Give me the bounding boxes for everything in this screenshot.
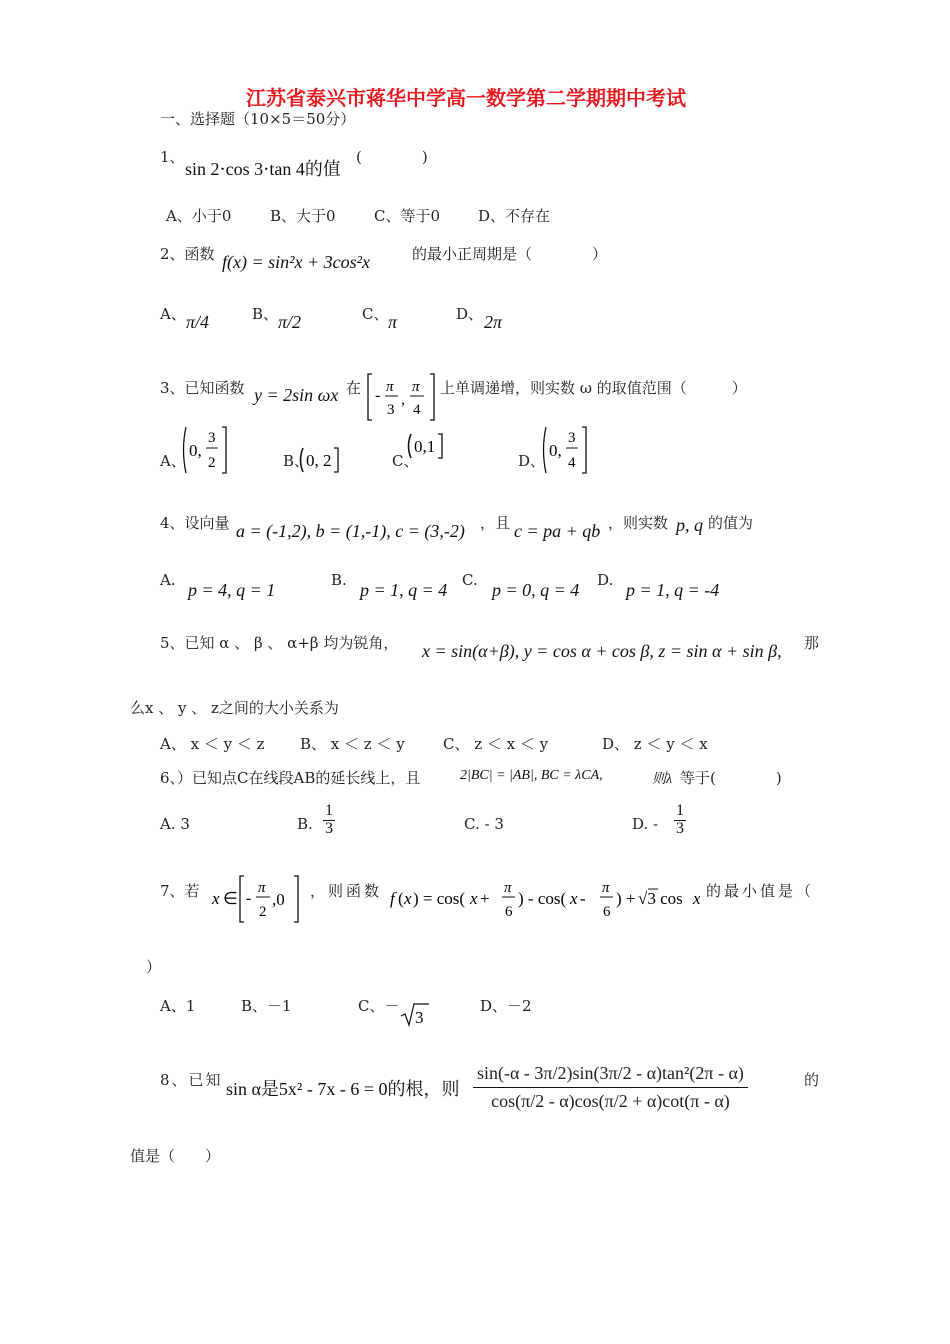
svg-text:,0: ,0 bbox=[272, 890, 285, 909]
svg-text:) = cos(: ) = cos( bbox=[413, 889, 466, 908]
svg-text:-: - bbox=[580, 889, 586, 908]
svg-text:4: 4 bbox=[568, 455, 576, 471]
svg-text:-: - bbox=[246, 890, 252, 907]
svg-text:2: 2 bbox=[208, 455, 216, 471]
svg-text:0,1: 0,1 bbox=[414, 437, 436, 456]
q3-label-c: C、 bbox=[392, 452, 419, 470]
q6-option-d-fraction bbox=[674, 803, 686, 838]
svg-text:x: x bbox=[404, 889, 412, 908]
q1-option-d: D、不存在 bbox=[478, 207, 551, 225]
svg-text:3: 3 bbox=[208, 430, 216, 446]
q5-option-c: C、 z ＜ x ＜ y bbox=[443, 735, 549, 753]
q8-denominator: cos(π/2 - α)cos(π/2 + α)cot(π - α) bbox=[491, 1090, 730, 1111]
svg-text:x: x bbox=[693, 889, 700, 908]
q1-paren: ( ) bbox=[356, 148, 428, 166]
q7-label-c: C、－ bbox=[358, 997, 400, 1015]
q2-label-a: A、 bbox=[160, 305, 186, 323]
q3-option-b bbox=[298, 446, 342, 478]
q7-interval-glyph bbox=[210, 873, 304, 925]
svg-text:) - cos(: ) - cos( bbox=[518, 889, 567, 908]
q1-option-c: C、等于0 bbox=[374, 207, 441, 225]
svg-text:0,: 0, bbox=[189, 441, 202, 460]
q6-label-b: B. bbox=[297, 815, 313, 833]
q6-label-d: D. - bbox=[632, 815, 659, 833]
q5-line2: 么x 、 y 、 z之间的大小关系为 bbox=[130, 699, 339, 717]
q5-option-a: A、 x ＜ y ＜ z bbox=[160, 735, 265, 753]
q7-option-a: A、1 bbox=[160, 997, 196, 1015]
svg-text:x: x bbox=[212, 889, 220, 908]
q3-option-a bbox=[180, 424, 230, 480]
q7-option-c bbox=[400, 1002, 430, 1032]
svg-text:3: 3 bbox=[415, 1008, 424, 1027]
svg-text:4: 4 bbox=[413, 402, 421, 418]
q4-label-b: B. bbox=[331, 571, 347, 589]
q7-option-b: B、－1 bbox=[241, 997, 292, 1015]
svg-text:+: + bbox=[480, 889, 490, 908]
q7-interval bbox=[210, 873, 304, 929]
svg-text:(: ( bbox=[398, 889, 404, 908]
q7-tail: 的最小值是（ bbox=[706, 882, 815, 900]
svg-text:3: 3 bbox=[387, 402, 395, 418]
q3-interval-glyph bbox=[366, 372, 436, 422]
q3-option-a-glyph bbox=[180, 424, 230, 476]
q3-mid: 在 bbox=[346, 379, 362, 397]
page-title: 江苏省泰兴市蒋华中学高一数学第二学期期中考试 bbox=[246, 86, 686, 110]
q3-label-d: D、 bbox=[518, 452, 546, 470]
q2-option-d: 2π bbox=[484, 312, 503, 332]
q6-expression: 2|BC| = |AB|, BC = λCA, bbox=[460, 768, 603, 783]
q1-option-b: B、大于0 bbox=[270, 207, 336, 225]
section-heading: 一、选择题（10×5＝50分） bbox=[160, 110, 356, 128]
svg-text:0,: 0, bbox=[549, 441, 562, 460]
q5-option-b: B、 x ＜ z ＜ y bbox=[300, 735, 405, 753]
q3-interval bbox=[366, 372, 436, 427]
svg-text:-: - bbox=[375, 387, 381, 404]
q7-option-d: D、－2 bbox=[480, 997, 532, 1015]
q3-label-a: A、 bbox=[160, 452, 186, 470]
q5-option-d: D、 z ＜ y ＜ x bbox=[602, 735, 708, 753]
svg-text:π: π bbox=[258, 880, 266, 896]
svg-text:6: 6 bbox=[603, 904, 611, 920]
svg-text:3: 3 bbox=[568, 430, 576, 446]
q6-option-d bbox=[673, 803, 687, 838]
q3-option-d bbox=[540, 424, 590, 480]
q2-tail: 的最小正周期是（ ） bbox=[412, 245, 608, 263]
q5-tail: 那 bbox=[804, 634, 820, 652]
q8-fraction-body bbox=[473, 1062, 748, 1112]
q3-option-b-glyph bbox=[298, 446, 342, 474]
q4-mid: ，且 bbox=[480, 514, 511, 532]
q8-numerator: sin(-α - 3π/2)sin(3π/2 - α)tan²(2π - α) bbox=[473, 1062, 748, 1088]
q7-prefix: 7、若 bbox=[160, 882, 200, 900]
q4-label-c: C. bbox=[462, 571, 478, 589]
q6-option-b-num: 1 bbox=[325, 802, 333, 819]
q2-option-c: π bbox=[388, 312, 398, 332]
q2-expression: f(x) = sin²x + 3cos²x bbox=[222, 252, 371, 272]
q2-label-b: B、 bbox=[252, 305, 279, 323]
q6-option-d-den: 3 bbox=[676, 819, 684, 837]
svg-text:,: , bbox=[401, 391, 405, 408]
svg-text:) +: ) + bbox=[616, 889, 636, 908]
q6-option-b bbox=[322, 803, 336, 838]
q4-option-b: p = 1, q = 4 bbox=[360, 580, 448, 600]
q2-label-c: C、 bbox=[362, 305, 389, 323]
svg-text:x: x bbox=[570, 889, 578, 908]
q6-tail: 等于( ) bbox=[680, 769, 782, 787]
svg-text:2: 2 bbox=[259, 904, 267, 920]
q4-option-d: p = 1, q = -4 bbox=[626, 580, 720, 600]
q8-tail: 的 bbox=[804, 1071, 820, 1089]
q8-prefix: 8、已知 bbox=[160, 1071, 223, 1089]
q1-expression: sin 2⋅cos 3⋅tan 4的值 bbox=[185, 159, 341, 179]
q3-option-d-glyph bbox=[540, 424, 590, 476]
q4-vars: p, q bbox=[676, 515, 703, 535]
svg-text:π: π bbox=[602, 880, 610, 896]
q2-option-b: π/2 bbox=[278, 312, 302, 332]
q4-expression-vectors: a = (-1,2), b = (1,-1), c = (3,-2) bbox=[236, 521, 465, 541]
q4-expression-combo: c = pa + qb bbox=[514, 521, 601, 541]
q3-option-c bbox=[406, 432, 446, 464]
q3-expression: y = 2sin ωx bbox=[254, 385, 339, 405]
svg-text:√3 cos: √3 cos bbox=[638, 889, 683, 908]
q6-option-b-den: 3 bbox=[325, 819, 333, 837]
q4-label-d: D. bbox=[597, 571, 614, 589]
q3-prefix: 3、已知函数 bbox=[160, 379, 245, 397]
svg-text:π: π bbox=[412, 379, 420, 395]
q7-mid: ，则函数 bbox=[310, 882, 383, 900]
q1-option-a: A、小于0 bbox=[166, 207, 232, 225]
svg-text:π: π bbox=[386, 379, 394, 395]
q2-option-a: π/4 bbox=[186, 312, 210, 332]
q4-tail2: 的值为 bbox=[708, 514, 754, 532]
q6-lambda: 则λ bbox=[652, 772, 673, 787]
svg-text:π: π bbox=[504, 880, 512, 896]
svg-text:f: f bbox=[390, 889, 395, 908]
q8-expression: sin α是5x² - 7x - 6 = 0的根，则 bbox=[226, 1079, 460, 1099]
svg-text:∈: ∈ bbox=[223, 889, 238, 908]
q6-option-b-fraction bbox=[323, 803, 335, 838]
q4-option-c: p = 0, q = 4 bbox=[492, 580, 580, 600]
q2-label-d: D、 bbox=[456, 305, 484, 323]
q2-number: 2、函数 bbox=[160, 245, 215, 263]
q1-number: 1、 bbox=[160, 148, 185, 166]
q5-prefix: 5、已知 α 、 β 、 α+β 均为锐角， bbox=[160, 634, 399, 652]
q3-tail: 上单调递增，则实数 ω 的取值范围（ ） bbox=[440, 379, 747, 397]
q4-option-a: p = 4, q = 1 bbox=[188, 580, 276, 600]
q6-option-d-num: 1 bbox=[676, 802, 684, 819]
q8-fraction bbox=[473, 1062, 748, 1112]
q7-expression bbox=[390, 873, 700, 929]
q7-line2: ） bbox=[146, 958, 162, 976]
q5-expression: x = sin(α+β), y = cos α + cos β, z = sin α + sin β, bbox=[422, 641, 782, 661]
q3-option-c-glyph bbox=[406, 432, 446, 460]
q6-prefix: 6、）已知点C在线段AB的延长线上，且 bbox=[160, 769, 421, 787]
sqrt-icon bbox=[400, 1002, 430, 1028]
q4-label-a: A. bbox=[160, 571, 176, 589]
q3-label-b: B、 bbox=[283, 452, 310, 470]
q8-line2: 值是（ ） bbox=[130, 1147, 221, 1165]
q7-expression-glyph bbox=[390, 873, 700, 925]
svg-text:6: 6 bbox=[505, 904, 513, 920]
q6-option-c: C. - 3 bbox=[464, 815, 504, 833]
q4-tail: ，则实数 bbox=[608, 514, 669, 532]
q4-prefix: 4、设向量 bbox=[160, 514, 230, 532]
svg-text:x: x bbox=[470, 889, 478, 908]
svg-text:0, 2: 0, 2 bbox=[306, 451, 332, 470]
q6-option-a: A. 3 bbox=[160, 815, 190, 833]
